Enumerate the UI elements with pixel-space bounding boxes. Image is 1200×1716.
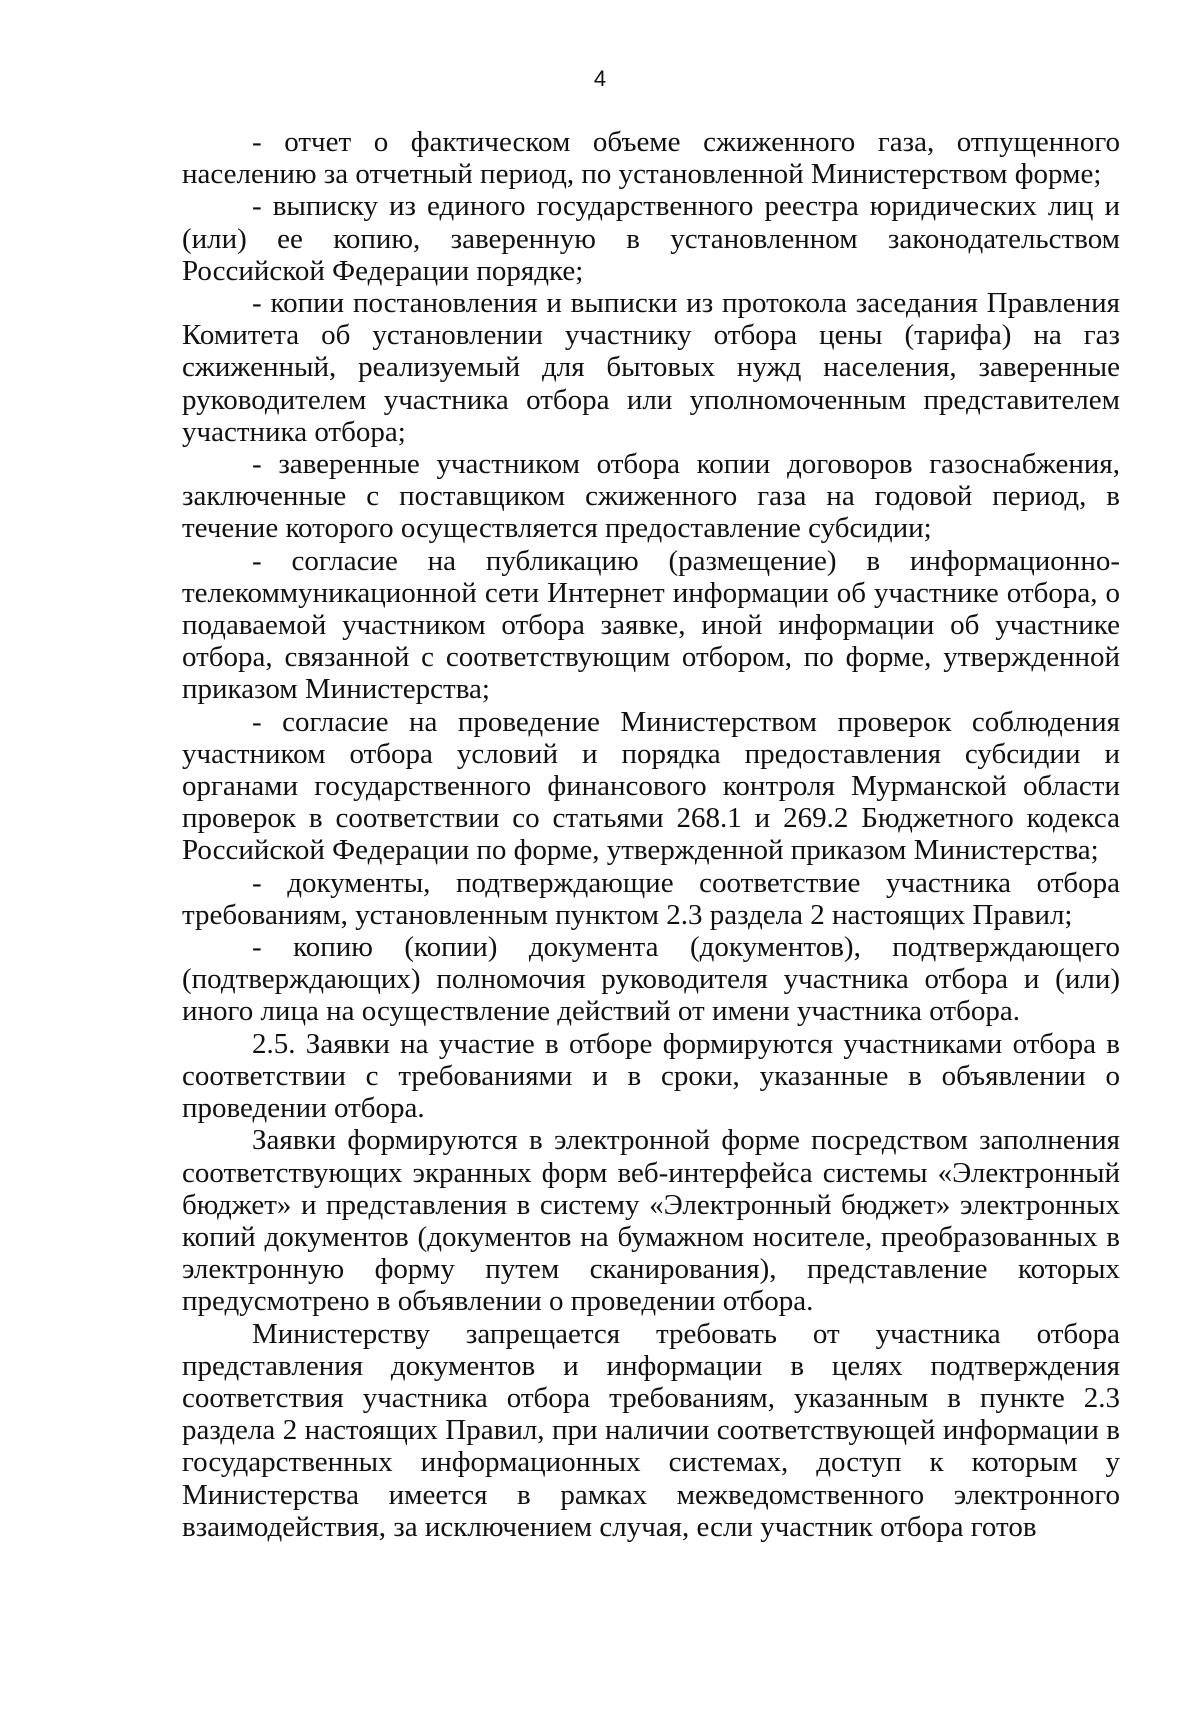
- list-item-actual-gas-volume-report: - отчет о фактическом объеме сжиженного газа, отпущенного населению за отчетный период, по установленной Министерством форме;: [182, 126, 1120, 191]
- list-item-authority-documents: - копию (копии) документа (документов), подтверждающего (подтверждающих) полномочия руководителя участника отбора и (или) иного лица на осуществление действий от имени участника отбора.: [182, 931, 1120, 1028]
- paragraph-ministry-prohibition: Министерству запрещается требовать от участника отбора представления документов и информации в целях подтверждения соответствия участника отбора требованиям, указанным в пункте 2.3 раздела 2 настоящих Правил, при наличии соответствующей информации в государственных информационных системах, доступ к которым у Министерства имеется в рамках межведомственного электронного взаимодействия, за исключением случая, если участник отбора готов: [182, 1317, 1120, 1543]
- list-item-inspection-consent: - согласие на проведение Министерством проверок соблюдения участником отбора условий и порядка предоставления субсидии и органами государственного финансового контроля Мурманской области проверок в соответствии со статьями 268.1 и 269.2 Бюджетного кодекса Российской Федерации по форме, утвержденной приказом Министерства;: [182, 705, 1120, 867]
- list-item-committee-resolution-copies: - копии постановления и выписки из протокола заседания Правления Комитета об установлении участнику отбора цены (тарифа) на газ сжиженный, реализуемый для бытовых нужд населения, заверенные руководителем участника отбора или уполномоченным представителем участника отбора;: [182, 287, 1120, 448]
- document-body: [182, 126, 1120, 1543]
- page-number: 4: [593, 66, 607, 91]
- paragraph-electronic-application: Заявки формируются в электронной форме посредством заполнения соответствующих экранных форм веб-интерфейса системы «Электронный бюджет» и представления в систему «Электронный бюджет» электронных копий документов (документов на бумажном носителе, преобразованных в электронную форму путем сканирования), представление которых предусмотрено в объявлении о проведении отбора.: [182, 1124, 1120, 1318]
- paragraph-2-5: 2.5. Заявки на участие в отборе формируются участниками отбора в соответствии с требованиями и в сроки, указанные в объявлении о проведении отбора.: [182, 1027, 1120, 1125]
- list-item-compliance-documents: - документы, подтверждающие соответствие участника отбора требованиям, установленным пунктом 2.3 раздела 2 настоящих Правил;: [182, 866, 1120, 931]
- list-item-registry-extract: - выписку из единого государственного реестра юридических лиц и (или) ее копию, заверенную в установленном законодательством Российской Федерации порядке;: [182, 190, 1120, 287]
- list-item-publication-consent: - согласие на публикацию (размещение) в информационно-телекоммуникационной сети Интернет информации об участнике отбора, о подаваемой участником отбора заявке, иной информации об участнике отбора, связанной с соответствующим отбором, по форме, утвержденной приказом Министерства;: [182, 544, 1120, 706]
- list-item-gas-supply-contracts: - заверенные участником отбора копии договоров газоснабжения, заключенные с поставщиком сжиженного газа на годовой период, в течение которого осуществляется предоставление субсидии;: [182, 448, 1120, 545]
